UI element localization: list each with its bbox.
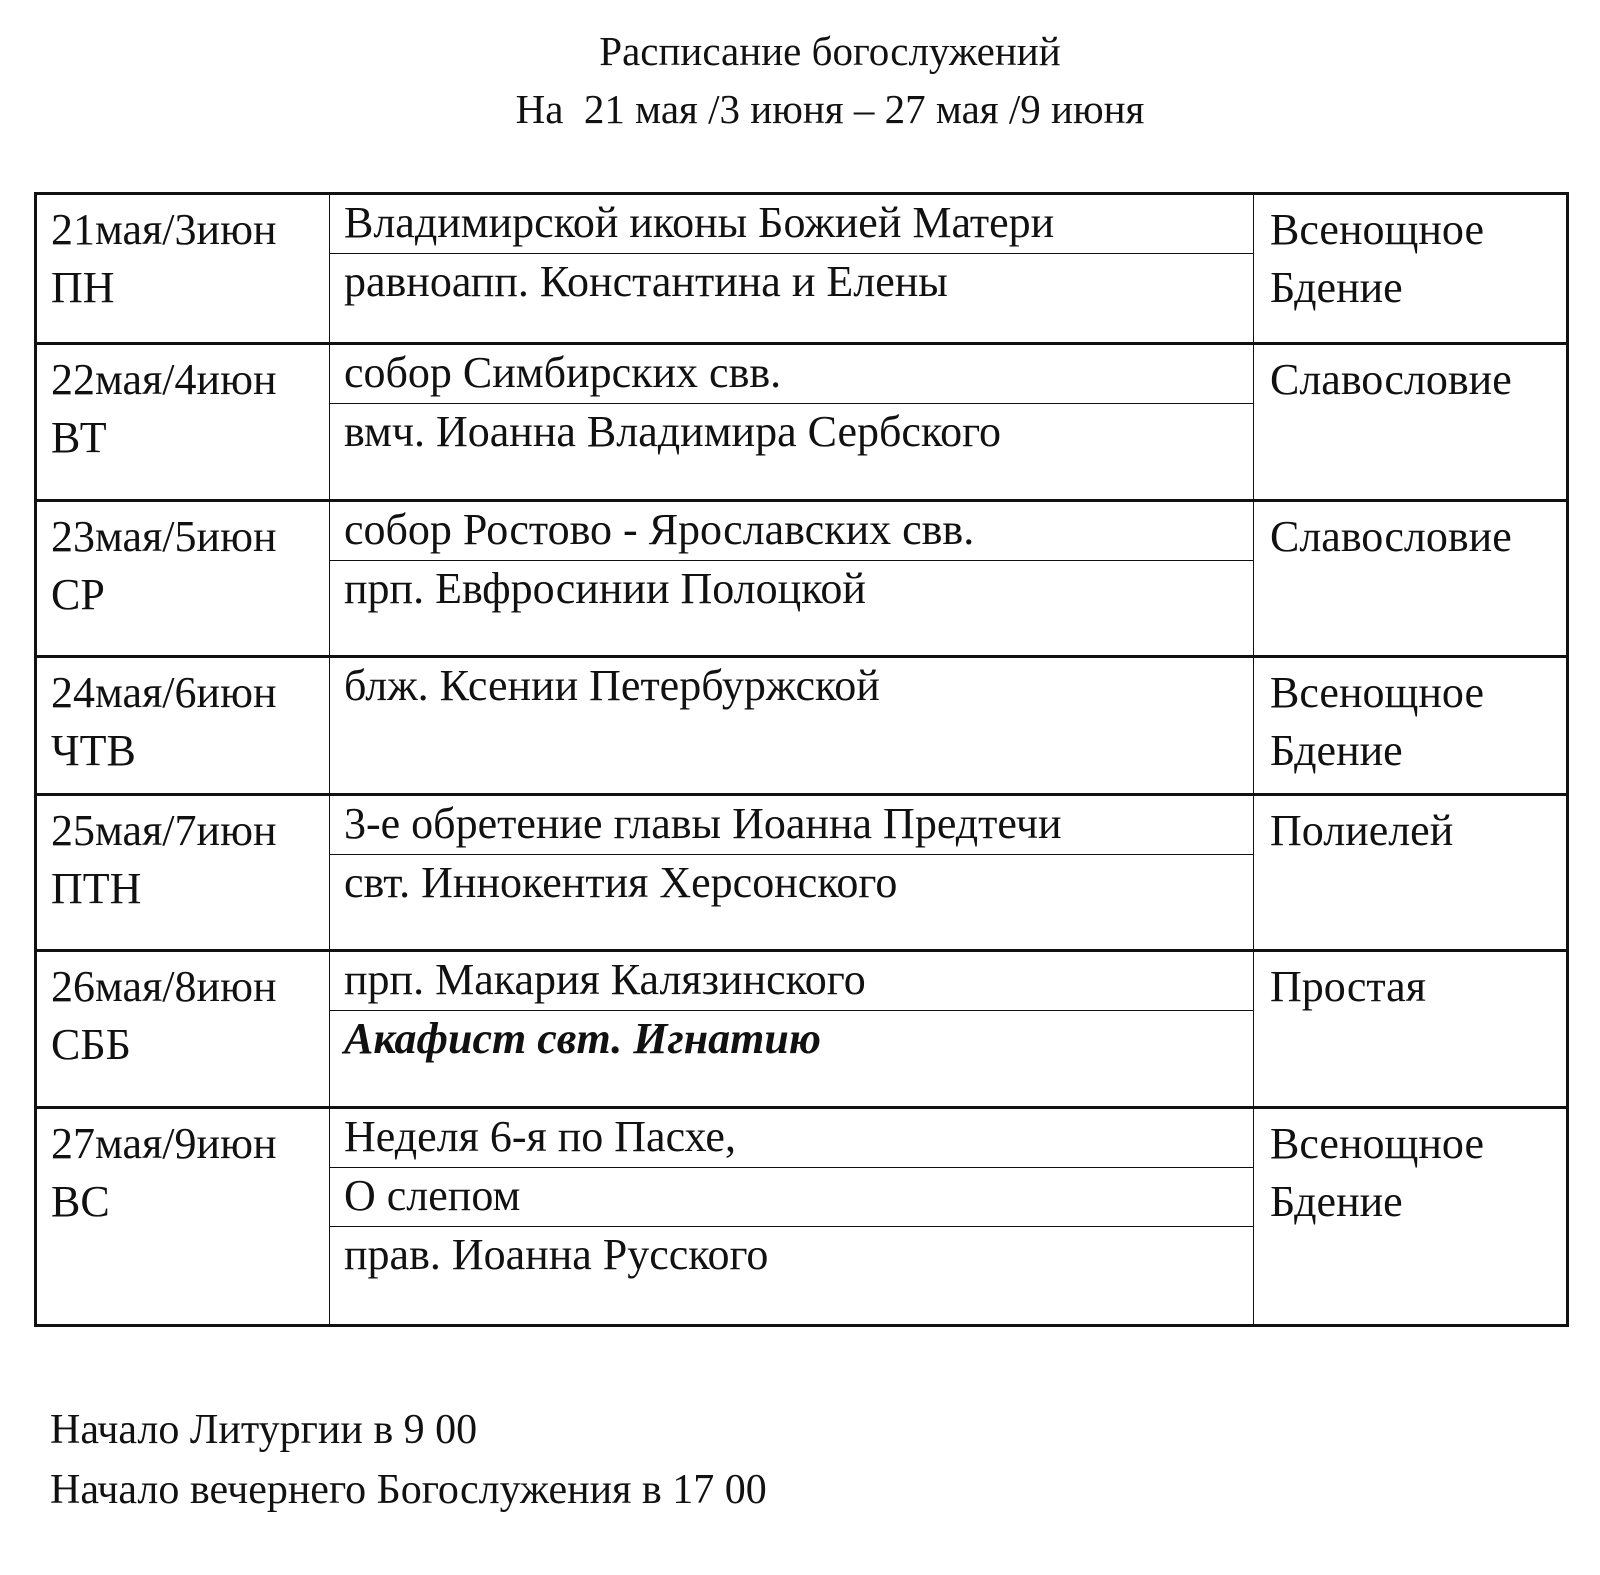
- service-times: [50, 1400, 767, 1520]
- feast-cell: [330, 344, 1254, 501]
- service-type-label: Всенощное: [1270, 668, 1484, 717]
- feast-line: Неделя 6-я по Пасхе,: [330, 1109, 1253, 1168]
- feast-cell: [330, 657, 1254, 795]
- feast-cell: [330, 1108, 1254, 1326]
- document-subtitle: На 21 мая /3 июня – 27 мая /9 июня: [515, 86, 1145, 132]
- schedule-row: [36, 194, 1568, 344]
- feast-cell: [330, 501, 1254, 657]
- service-type-cell: [1254, 1108, 1568, 1326]
- weekday-label: СР: [51, 570, 105, 619]
- schedule-row: [36, 1108, 1568, 1326]
- date-cell: [36, 1108, 330, 1326]
- date-cell: [36, 951, 330, 1108]
- feast-line: 3-е обретение главы Иоанна Предтечи: [330, 796, 1253, 855]
- date-cell: [36, 501, 330, 657]
- service-type-cell: [1254, 344, 1568, 501]
- service-type-label: Славословие: [1270, 355, 1512, 404]
- service-type-cell: [1254, 951, 1568, 1108]
- service-type-label: Всенощное: [1270, 1119, 1484, 1168]
- weekday-label: СББ: [51, 1020, 131, 1069]
- service-type-cell: [1254, 657, 1568, 795]
- feast-line: вмч. Иоанна Владимира Сербского: [344, 407, 1002, 456]
- service-type-label: Бдение: [1270, 1177, 1403, 1226]
- weekday-label: ВТ: [51, 413, 107, 462]
- schedule-row: [36, 951, 1568, 1108]
- service-type-label: Славословие: [1270, 512, 1512, 561]
- feast-line: прп. Евфросинии Полоцкой: [344, 564, 866, 613]
- feast-line: собор Симбирских свв.: [330, 345, 1253, 404]
- akathist-line: Акафист свт. Игнатию: [344, 1014, 821, 1063]
- service-type-cell: [1254, 795, 1568, 951]
- feast-line: блж. Ксении Петербуржской: [344, 661, 880, 710]
- date-cell: [36, 795, 330, 951]
- feast-line: О слепом: [330, 1168, 1253, 1227]
- feast-line: прав. Иоанна Русского: [344, 1230, 769, 1279]
- feast-line: свт. Иннокентия Херсонского: [344, 858, 898, 907]
- feast-cell: [330, 194, 1254, 344]
- service-type-label: Бдение: [1270, 263, 1403, 312]
- date-cell: [36, 657, 330, 795]
- service-type-label: Всенощное: [1270, 205, 1484, 254]
- liturgy-start-time: Начало Литургии в 9 00: [50, 1407, 478, 1453]
- date-label: 27мая/9июн: [51, 1119, 277, 1168]
- feast-line: равноапп. Константина и Елены: [344, 257, 948, 306]
- service-type-label: Простая: [1270, 962, 1426, 1011]
- date-label: 24мая/6июн: [51, 668, 277, 717]
- weekday-label: ЧТВ: [51, 726, 136, 775]
- schedule-row: [36, 501, 1568, 657]
- schedule-table-body: [36, 194, 1568, 1326]
- document-header: [0, 22, 1600, 138]
- date-label: 26мая/8июн: [51, 962, 277, 1011]
- document-title: Расписание богослужений: [599, 28, 1061, 74]
- weekday-label: ВС: [51, 1177, 110, 1226]
- date-cell: [36, 344, 330, 501]
- schedule-row: [36, 657, 1568, 795]
- service-type-cell: [1254, 194, 1568, 344]
- feast-cell: [330, 795, 1254, 951]
- schedule-row: [36, 344, 1568, 501]
- schedule-table: [34, 192, 1569, 1327]
- evening-service-start-time: Начало вечернего Богослужения в 17 00: [50, 1467, 767, 1513]
- date-label: 21мая/3июн: [51, 205, 277, 254]
- service-type-cell: [1254, 501, 1568, 657]
- feast-line: собор Ростово - Ярославских свв.: [330, 502, 1253, 561]
- feast-line: Владимирской иконы Божией Матери: [330, 195, 1253, 254]
- date-cell: [36, 194, 330, 344]
- service-type-label: Полиелей: [1270, 806, 1454, 855]
- schedule-row: [36, 795, 1568, 951]
- date-label: 23мая/5июн: [51, 512, 277, 561]
- feast-line: прп. Макария Калязинского: [330, 952, 1253, 1011]
- date-label: 22мая/4июн: [51, 355, 277, 404]
- service-type-label: Бдение: [1270, 726, 1403, 775]
- weekday-label: ПТН: [51, 864, 142, 913]
- weekday-label: ПН: [51, 263, 115, 312]
- feast-cell: [330, 951, 1254, 1108]
- date-label: 25мая/7июн: [51, 806, 277, 855]
